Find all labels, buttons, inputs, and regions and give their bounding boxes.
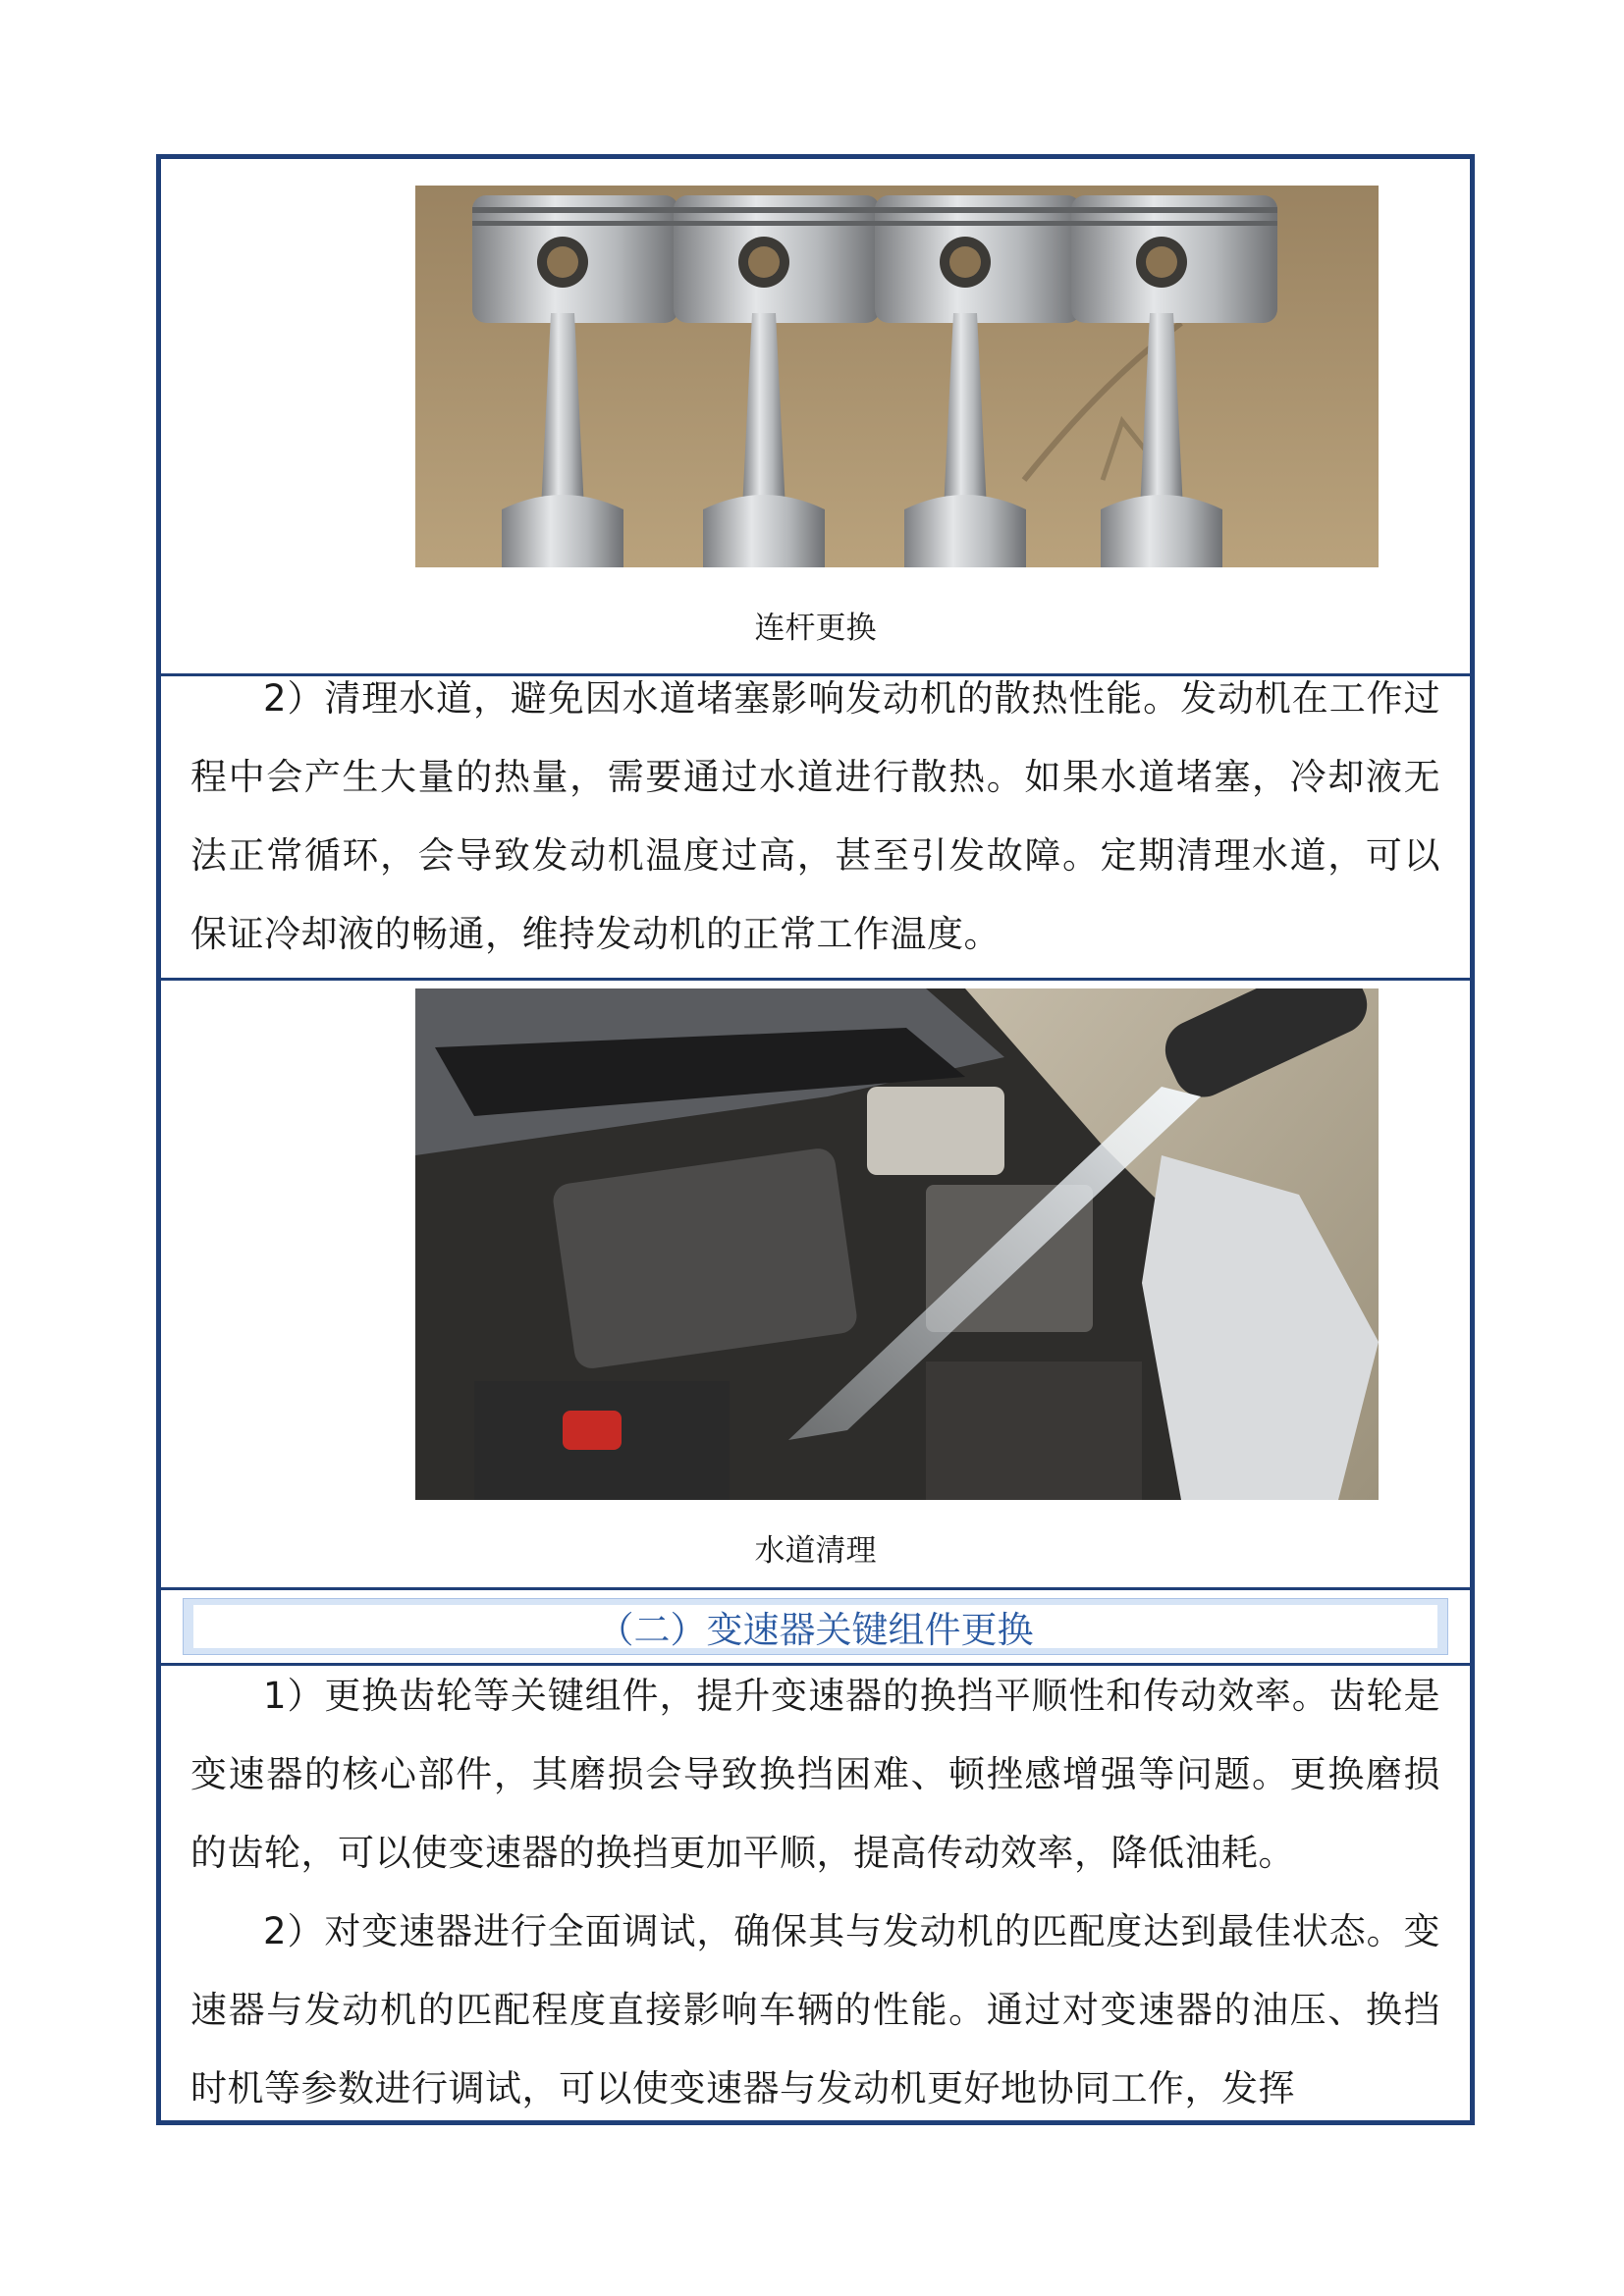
section-heading: （二）变速器关键组件更换 (597, 1609, 1034, 1651)
paragraph-water-channel: 2）清理水道，避免因水道堵塞影响发动机的散热性能。发动机在工作过程中会产生大量的热量，需要通过水道进行散热。如果水道堵塞，冷却液无法正常循环，会导致发动机温度过高，甚至引发故障。定期清理水道，可以保证冷却液的畅通，维持发动机的正常工作温度。 (190, 677, 1440, 955)
section-heading-bar (183, 1598, 1448, 1655)
paragraph-tuning: 2）对变速器进行全面调试，确保其与发动机的匹配度达到最佳状态。变速器与发动机的匹配程度直接影响车辆的性能。通过对变速器的油压、换挡时机等参数进行调试，可以使变速器与发动机更好地协同工作，发挥 (190, 1910, 1440, 2109)
engine-water-cleaning-photo (415, 988, 1379, 1500)
figure-caption: 水道清理 (754, 1533, 877, 1569)
row-divider (161, 978, 1470, 981)
document-frame (156, 154, 1475, 2125)
row-divider (161, 1587, 1470, 1590)
connecting-rods-photo (415, 186, 1379, 567)
paragraph-gears: 1）更换齿轮等关键组件，提升变速器的换挡平顺性和传动效率。齿轮是变速器的核心部件，其磨损会导致换挡困难、顿挫感增强等问题。更换磨损的齿轮，可以使变速器的换挡更加平顺，提高传动效率，降低油耗。 (190, 1675, 1440, 1874)
figure-caption: 连杆更换 (754, 611, 877, 646)
